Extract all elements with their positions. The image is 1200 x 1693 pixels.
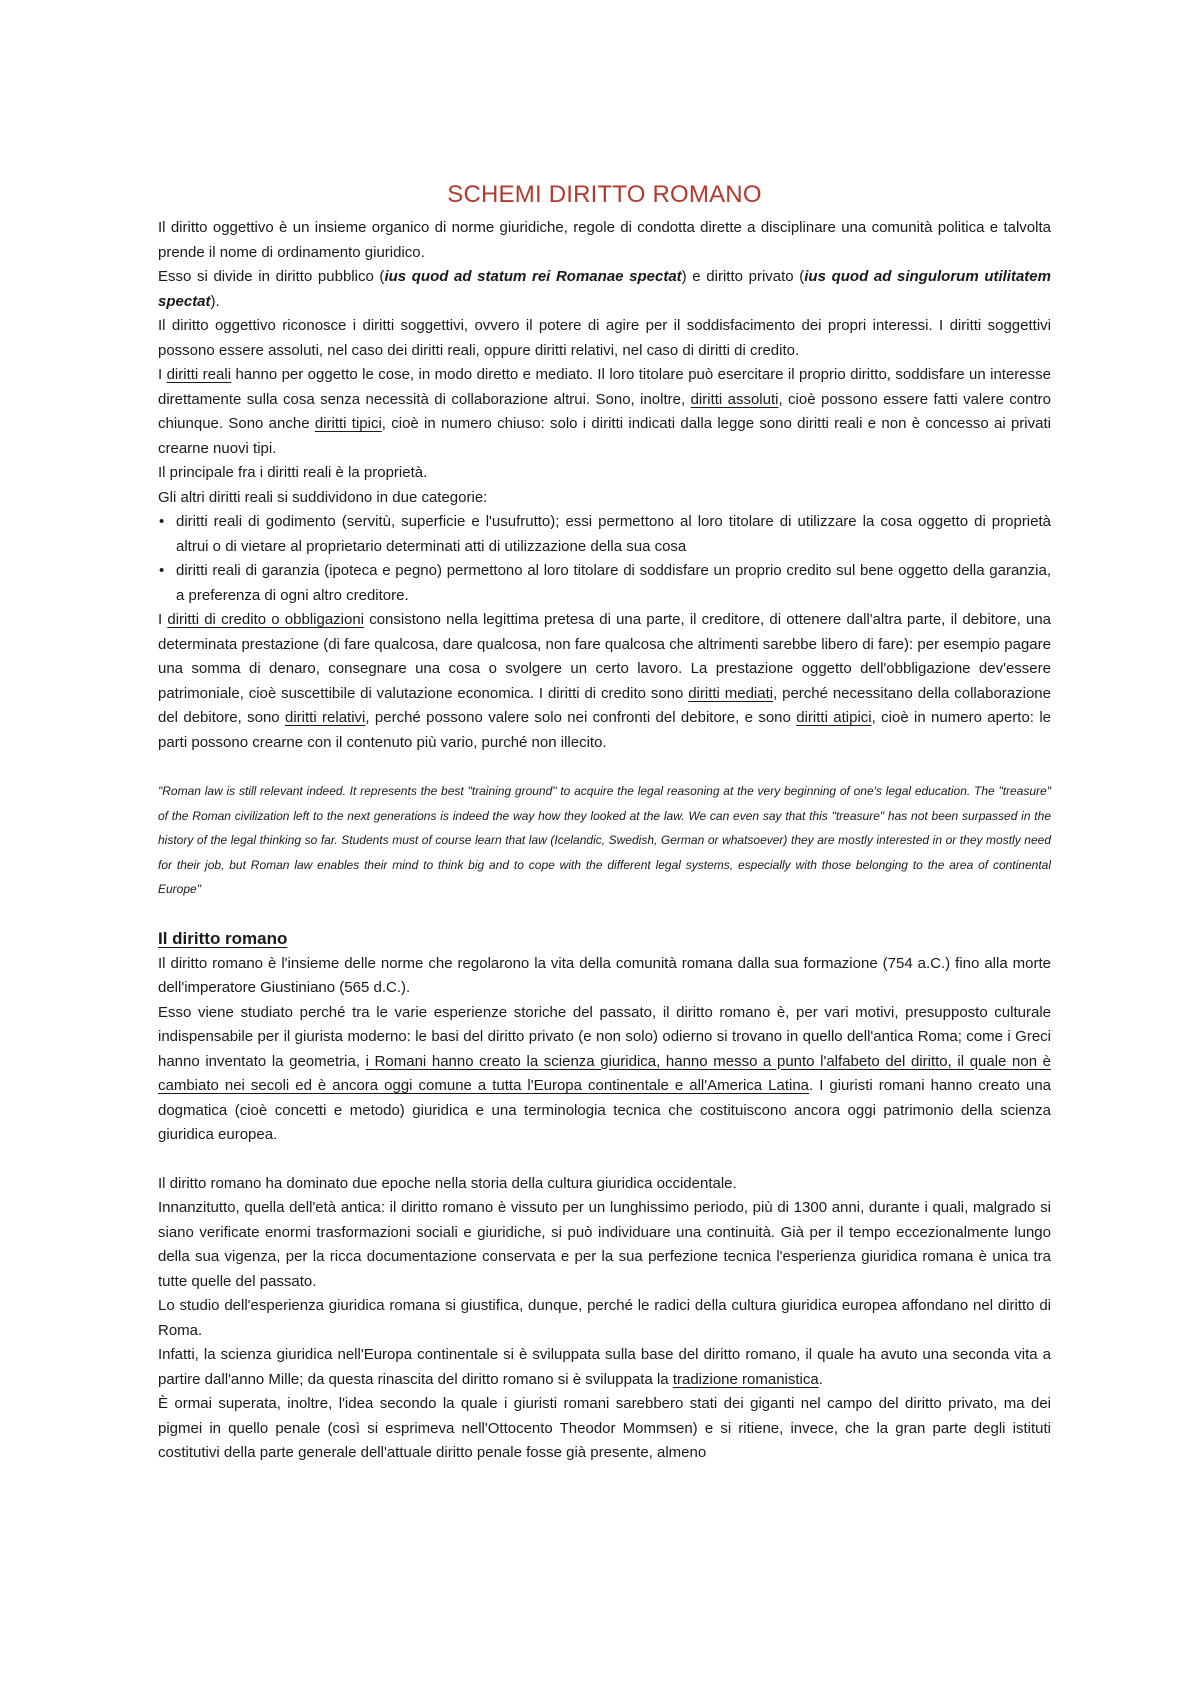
underlined-term: tradizione romanistica: [672, 1370, 819, 1388]
english-quote: "Roman law is still relevant indeed. It represents the best "training ground" to acquire the legal reasoning at the very beginning of one's legal education. The "treasure" of the Roman civilization left to the next generations is indeed the way how they looked at the law. We can even say that this "treasure" has not been surpassed in the history of the legal thinking so far. Students must of course learn that law (Icelandic, Swedish, German or whatsoever) they are mostly interested in or they mostly need for their job, but Roman law enables their mind to think big and to cope with the different legal systems, especially with those belonging to the area of continental Europe": [158, 784, 1051, 896]
paragraph-diritti-di-credito: I diritti di credito o obbligazioni consistono nella legittima pretesa di una parte, il creditore, di ottenere dall'altra parte, il debitore, una determinata prestazione (di fare qualcosa, dare qualcosa, non fare qualcosa che altrimenti sarebbe libero di fare): per esempio pagare una somma di denaro, consegnare una cosa o svolgere un certo lavoro. La prestazione oggetto dell'obbligazione dev'essere patrimoniale, cioè suscettibile di valutazione economica. I diritti di credito sono diritti mediati, perché necessitano della collaborazione del debitore, sono diritti relativi, perché possono valere solo nei confronti del debitore, e sono diritti atipici, cioè in numero aperto: le parti possono crearne con il contenuto più vario, purché non illecito.: [158, 611, 1052, 751]
underlined-term: diritti atipici: [796, 709, 872, 726]
paragraph-categorie: Gli altri diritti reali si suddividono in due categorie:: [158, 488, 488, 506]
paragraph-definizione: Il diritto romano è l'insieme delle norme che regolarono la vita della comunità romana dalla sua formazione (754 a.C.) fino alla morte dell'imperatore Giustiniano (565 d.C.).: [158, 954, 1051, 996]
list-item: • diritti reali di godimento (servitù, superficie e l'usufrutto); essi permettono al loro titolare di utilizzare la cosa oggetto di proprietà altrui o di vietare al proprietario determinati atti di utilizzazione della sua cosa: [176, 510, 1051, 559]
latin-phrase: ius quod ad singulorum utilitatem spectat: [158, 268, 1051, 310]
underlined-term: diritti di credito o obbligazioni: [167, 611, 365, 628]
paragraph-eta-antica: Innanzitutto, quella dell'età antica: il diritto romano è vissuto per un lunghissimo periodo, più di 1300 anni, durante i quali, malgrado si siano verificate enormi trasformazioni sociali e giuridiche, si può individuare una continuità. Già per il tempo eccezionalmente lungo della sua vigenza, per la ricca documentazione conservata e per la sua perfezione tecnica l'esperienza giuridica romana è unica tra tutte quelle del passato.: [158, 1199, 1051, 1290]
paragraph-motivi-studio: Esso viene studiato perché tra le varie esperienze storiche del passato, il diritto romano è, per vari motivi, presupposto culturale indispensabile per il giurista moderno: le basi del diritto privato (e non solo) odierno si trovano in quello dell'antica Roma; come i Greci hanno inventato la geometria, i Romani hanno creato la scienza giuridica, hanno messo a punto l'alfabeto del diritto, il quale non è cambiato nei secoli ed è ancora oggi comune a tutta l'Europa continentale e all'America Latina. I giuristi romani hanno creato una dogmatica (cioè concetti e metodo) giuridica e una terminologia tecnica che costituiscono ancora oggi patrimonio della scienza giuridica europea.: [158, 1003, 1052, 1143]
document-body: [158, 180, 1051, 1466]
paragraph-diritto-oggettivo: Il diritto oggettivo è un insieme organico di norme giuridiche, regole di condotta dirette a disciplinare una comunità politica e talvolta prende il nome di ordinamento giuridico.: [158, 219, 1051, 261]
paragraph-diritto-pubblico-privato: Esso si divide in diritto pubblico (ius quod ad statum rei Romanae spectat) e diritto privato (ius quod ad singulorum utilitatem spectat).: [158, 268, 1051, 310]
paragraph-diritto-penale: È ormai superata, inoltre, l'idea secondo la quale i giuristi romani sarebbero stati dei giganti nel campo del diritto privato, ma dei pigmei in quello penale (così si esprimeva nell'Ottocento Theodor Mommsen) e si ritiene, invece, che la gran parte degli istituti costitutivi della parte generale dell'attuale diritto penale fosse già presente, almeno: [158, 1395, 1051, 1461]
paragraph-diritti-soggettivi: Il diritto oggettivo riconosce i diritti soggettivi, ovvero il potere di agire per il soddisfacimento dei propri interessi. I diritti soggettivi possono essere assoluti, nel caso dei diritti reali, oppure diritti relativi, nel caso di diritti di credito.: [158, 317, 1051, 359]
bullet-list: [158, 510, 1051, 608]
underlined-passage: i Romani hanno creato la scienza giuridica, hanno messo a punto l'alfabeto del diritto, il quale non è cambiato nei secoli ed è ancora oggi comune a tutta l'Europa continentale e all'America Latina: [158, 1052, 1052, 1094]
latin-phrase: ius quod ad statum rei Romanae spectat: [384, 268, 682, 285]
underlined-term: diritti tipici: [314, 415, 382, 432]
underlined-term: diritti reali: [166, 366, 232, 383]
paragraph-diritti-reali: I diritti reali hanno per oggetto le cose, in modo diretto e mediato. Il loro titolare può esercitare il proprio diritto, soddisfare un interesse direttamente sulla cosa senza necessità di collaborazione altrui. Sono, inoltre, diritti assoluti, cioè possono essere fatti valere contro chiunque. Sono anche diritti tipici, cioè in numero chiuso: solo i diritti indicati dalla legge sono diritti reali e non è concesso ai privati crearne nuovi tipi.: [158, 366, 1052, 457]
paragraph-radici: Lo studio dell'esperienza giuridica romana si giustifica, dunque, perché le radici della cultura giuridica europea affondano nel diritto di Roma.: [158, 1297, 1051, 1339]
underlined-term: diritti mediati: [688, 684, 774, 702]
section-heading: Il diritto romano: [158, 928, 288, 948]
underlined-term: diritti assoluti: [690, 390, 779, 408]
list-item: • diritti reali di garanzia (ipoteca e pegno) permettono al loro titolare di soddisfare un proprio credito sul bene oggetto della garanzia, a preferenza di ogni altro creditore.: [176, 559, 1051, 608]
document-title: SCHEMI DIRITTO ROMANO: [447, 181, 762, 208]
spacer: [158, 1148, 1051, 1172]
paragraph-proprieta: Il principale fra i diritti reali è la proprietà.: [158, 464, 428, 481]
paragraph-tradizione: Infatti, la scienza giuridica nell'Europa continentale si è sviluppata sulla base del diritto romano, il quale ha avuto una seconda vita a partire dall'anno Mille; da questa rinascita del diritto romano si è sviluppata la tradizione romanistica.: [158, 1346, 1051, 1388]
underlined-term: diritti relativi: [285, 709, 366, 726]
bullet-icon: •: [159, 562, 165, 579]
paragraph-due-epoche: Il diritto romano ha dominato due epoche nella storia della cultura giuridica occidentale.: [158, 1174, 737, 1192]
bullet-icon: •: [159, 513, 165, 530]
